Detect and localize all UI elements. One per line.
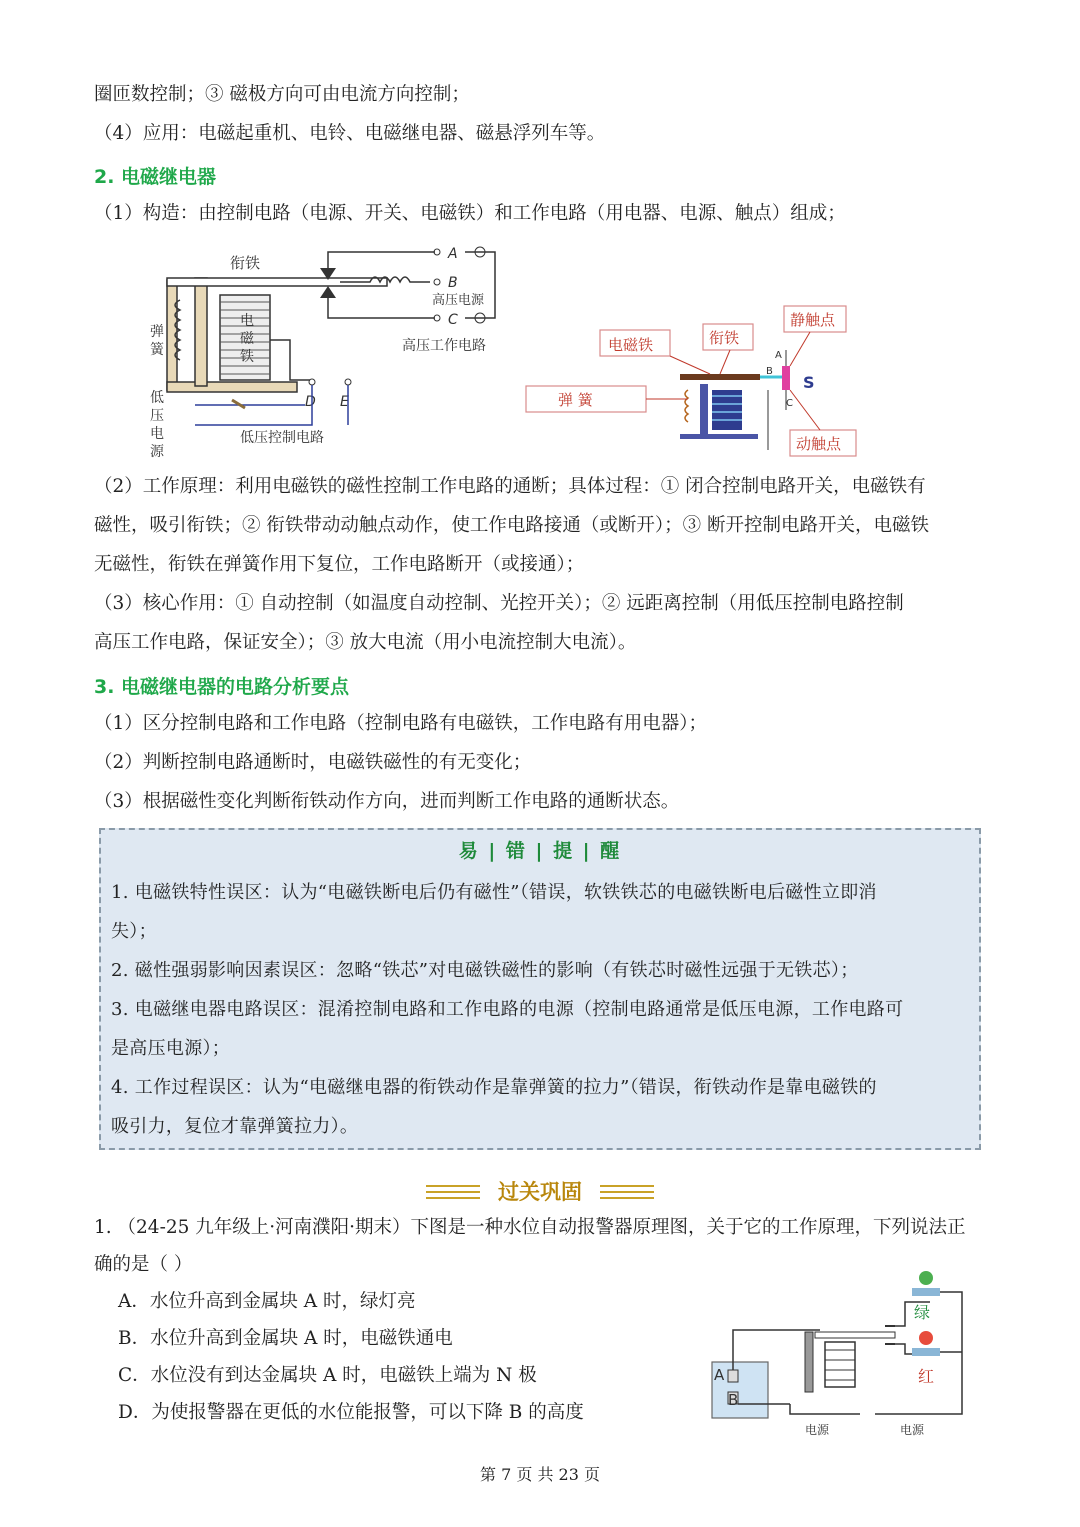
static-contact-callout-text: 静触点 [790, 311, 836, 329]
green-label: 绿 [914, 1303, 931, 1322]
terminal-b [434, 279, 440, 285]
label-a2: A [775, 350, 782, 361]
text-line: （2）工作原理：利用电磁铁的磁性控制工作电路的通断；具体过程：① 闭合控制电路开关，电磁铁有 [94, 476, 926, 497]
label-b: B [448, 275, 458, 291]
question-stem: 1. （24-25 九年级上·河南濮阳·期末）下图是一种水位自动报警器原理图，关于它的工作原理，下列说法正 [94, 1217, 966, 1238]
spring-label-2: 簧 [150, 342, 164, 358]
water-alarm-diagram [700, 1262, 975, 1442]
mistake-line: 1. 电磁铁特性误区：认为“电磁铁断电后仍有磁性”（错误，软铁铁芯的电磁铁断电后磁性立即消 [111, 882, 877, 903]
armature-label: 衔铁 [230, 254, 261, 272]
iron-base [167, 382, 297, 392]
option-d[interactable]: D．为使报警器在更低的水位能报警，可以下降 B 的高度 [118, 1402, 584, 1423]
mistake-line: 是高压电源）； [111, 1038, 231, 1059]
high-voltage-source-label: 高压电源 [432, 293, 485, 308]
text-line: （1）区分控制电路和工作电路（控制电路有电磁铁，工作电路有用电器）； [94, 713, 708, 734]
section-banner [420, 1172, 660, 1208]
electromagnet-char-3: 铁 [240, 349, 254, 365]
mistake-line: 3. 电磁继电器电路误区：混淆控制电路和工作电路的电源（控制电路通常是低压电源，工作电路可 [111, 999, 904, 1020]
text-line: （3）根据磁性变化判断衔铁动作方向，进而判断工作电路的通断状态。 [94, 791, 680, 812]
label-d: D [305, 394, 316, 410]
electromagnet-char-1: 电 [240, 313, 254, 329]
low-source-char-3: 电 [150, 426, 164, 442]
text-line: （1）构造：由控制电路（电源、开关、电磁铁）和工作电路（用电器、电源、触点）组成； [94, 203, 846, 224]
lower-contact [320, 286, 336, 298]
text-line: 圈匝数控制；③ 磁极方向可由电流方向控制； [94, 84, 470, 105]
page-footer: 第 7 页 共 23 页 [480, 1465, 600, 1484]
relay-diagram-1 [140, 240, 510, 465]
label-e: E [340, 394, 349, 410]
armature-post [195, 278, 207, 386]
option-c[interactable]: C．水位没有到达金属块 A 时，电磁铁上端为 N 极 [118, 1365, 537, 1386]
section-heading: 3. 电磁继电器的电路分析要点 [94, 676, 350, 698]
label-c: C [448, 312, 458, 328]
terminal-e [345, 379, 351, 385]
spring-callout-text: 弹 簧 [558, 391, 593, 409]
low-source-char-2: 压 [150, 408, 164, 424]
section-heading: 2. 电磁继电器 [94, 166, 217, 188]
mistake-line: 4. 工作过程误区：认为“电磁继电器的衔铁动作是靠弹簧的拉力”（错误，衔铁动作是靠电磁铁的 [111, 1077, 877, 1098]
label-a: A [448, 246, 458, 262]
label-s: S [803, 373, 815, 392]
mistake-line: 失）； [111, 921, 157, 942]
low-source-char-4: 源 [150, 444, 164, 460]
high-voltage-circuit-label: 高压工作电路 [402, 338, 486, 354]
text-line: （4）应用：电磁起重机、电铃、电磁继电器、磁悬浮列车等。 [94, 123, 606, 144]
red-label: 红 [918, 1367, 935, 1386]
option-b[interactable]: B．水位升高到金属块 A 时，电磁铁通电 [118, 1328, 453, 1349]
spring-label-1: 弹 [150, 324, 164, 340]
red-lamp [919, 1331, 933, 1345]
banner-title: 过关巩固 [498, 1180, 582, 1204]
terminal-d [309, 379, 315, 385]
relay-diagram-2 [520, 300, 870, 465]
power-label-1: 电源 [805, 1423, 830, 1437]
text-line: （3）核心作用：① 自动控制（如温度自动控制、光控开关）；② 远距离控制（用低压控制电路控制 [94, 593, 904, 614]
mistake-line: 2. 磁性强弱影响因素误区：忽略“铁芯”对电磁铁磁性的影响（有铁芯时磁性远强于无铁芯）； [111, 960, 859, 981]
power-label-2: 电源 [900, 1423, 925, 1437]
low-voltage-circuit-label: 低压控制电路 [240, 430, 324, 446]
green-lamp [919, 1271, 933, 1285]
option-a[interactable]: A．水位升高到金属块 A 时，绿灯亮 [118, 1291, 416, 1312]
text-line: 高压工作电路，保证安全）；③ 放大电流（用小电流控制大电流）。 [94, 632, 637, 653]
text-line: 磁性，吸引衔铁；② 衔铁带动动触点动作，使工作电路接通（或断开）；③ 断开控制电路开关，电磁铁 [94, 515, 930, 536]
relay-armature [680, 374, 760, 380]
armature-callout-text: 衔铁 [709, 329, 740, 347]
electromagnet-callout-text: 电磁铁 [608, 336, 654, 354]
question-stem: 确的是（ ） [94, 1254, 193, 1275]
moving-contact-callout-text: 动触点 [796, 435, 842, 453]
text-line: （2）判断控制电路通断时，电磁铁磁性的有无变化； [94, 752, 532, 773]
mistakes-box-title: 易 | 错 | 提 | 醒 [458, 840, 622, 862]
label-c2: C [786, 398, 793, 409]
label-b2: B [766, 366, 773, 377]
block-b-label: B [728, 1391, 739, 1409]
mistakes-box [99, 828, 981, 1150]
block-a-label: A [714, 1366, 725, 1384]
electromagnet-char-2: 磁 [240, 331, 254, 347]
text-line: 无磁性，衔铁在弹簧作用下复位，工作电路断开（或接通）； [94, 554, 585, 575]
low-source-char-1: 低 [150, 390, 164, 406]
mistake-line: 吸引力，复位才靠弹簧拉力）。 [111, 1116, 359, 1137]
